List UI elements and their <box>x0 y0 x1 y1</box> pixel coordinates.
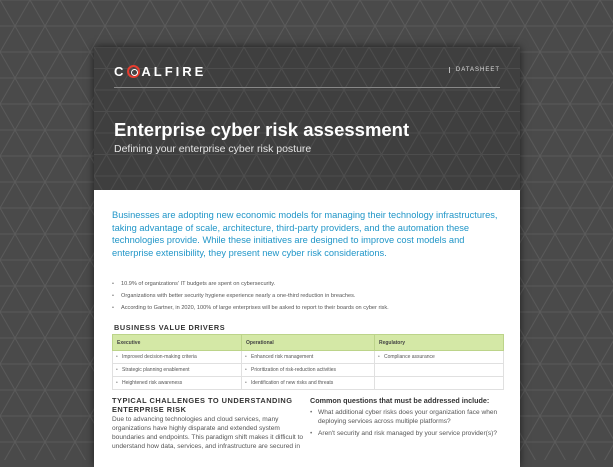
business-value-title: BUSINESS VALUE DRIVERS <box>114 323 226 332</box>
stat-item: • According to Gartner, in 2020, 100% of large enterprises will be asked to report to their boards on cyber risk. <box>112 304 508 312</box>
table-cell: • Enhanced risk management <box>242 351 375 364</box>
page-title: Enterprise cyber risk assessment <box>114 119 410 140</box>
stat-item: • Organizations with better security hygiene experience nearly a one-third reduction in breaches. <box>112 292 508 300</box>
column-header-operational: Operational <box>242 335 375 351</box>
challenges-body: Due to advancing technologies and cloud services, many organizations have highly disparate and extended system boundaries and endpoints. This paradigm shift makes it difficult to understand how data, services, and infrastructure are secured in <box>112 416 304 450</box>
table-row <box>113 377 504 390</box>
table-header-row <box>113 335 504 351</box>
logo-text-end: ALFIRE <box>141 64 207 79</box>
logo-ring-icon <box>127 65 140 78</box>
table-row <box>113 351 504 364</box>
table-cell <box>374 364 503 377</box>
datasheet-page <box>94 47 520 467</box>
challenges-heading: TYPICAL CHALLENGES TO UNDERSTANDING ENTERPRISE RISK <box>112 396 293 414</box>
table-cell: • Identification of new risks and threats <box>242 377 375 390</box>
hero-banner <box>94 47 520 190</box>
table-cell: • Improved decision-making criteria <box>113 351 242 364</box>
column-header-regulatory: Regulatory <box>374 335 503 351</box>
table-cell: • Prioritization of risk-reduction activities <box>242 364 375 377</box>
doc-type-label: DATASHEET <box>449 67 500 73</box>
stats-list <box>112 280 508 316</box>
table-cell: • Compliance assurance <box>374 351 503 364</box>
intro-paragraph: Businesses are adopting new economic models for managing their technology infrastructures, taking advantage of scale, architecture, third-party providers, and the automation these technologies provide. While these initiatives are designed to improve cost models and enterprise extensibility, they present new cyber risk considerations. <box>112 210 498 258</box>
table-cell <box>374 377 503 390</box>
header-divider <box>114 87 500 88</box>
questions-list <box>310 408 506 441</box>
stat-item: • 10.9% of organizations' IT budgets are spent on cybersecurity. <box>112 280 508 288</box>
page-subtitle: Defining your enterprise cyber risk posture <box>114 143 312 155</box>
logo-text-start: C <box>114 64 127 79</box>
business-value-table <box>112 334 504 390</box>
table-cell: • Strategic planning enablement <box>113 364 242 377</box>
coalfire-logo <box>114 64 206 79</box>
questions-heading: Common questions that must be addressed include: <box>310 396 490 405</box>
table-row <box>113 364 504 377</box>
column-header-executive: Executive <box>113 335 242 351</box>
question-item: • What additional cyber risks does your organization face when deploying services across multiple platforms? <box>310 408 506 426</box>
question-item: • Aren't security and risk managed by your service provider(s)? <box>310 429 506 438</box>
table-cell: • Heightened risk awareness <box>113 377 242 390</box>
